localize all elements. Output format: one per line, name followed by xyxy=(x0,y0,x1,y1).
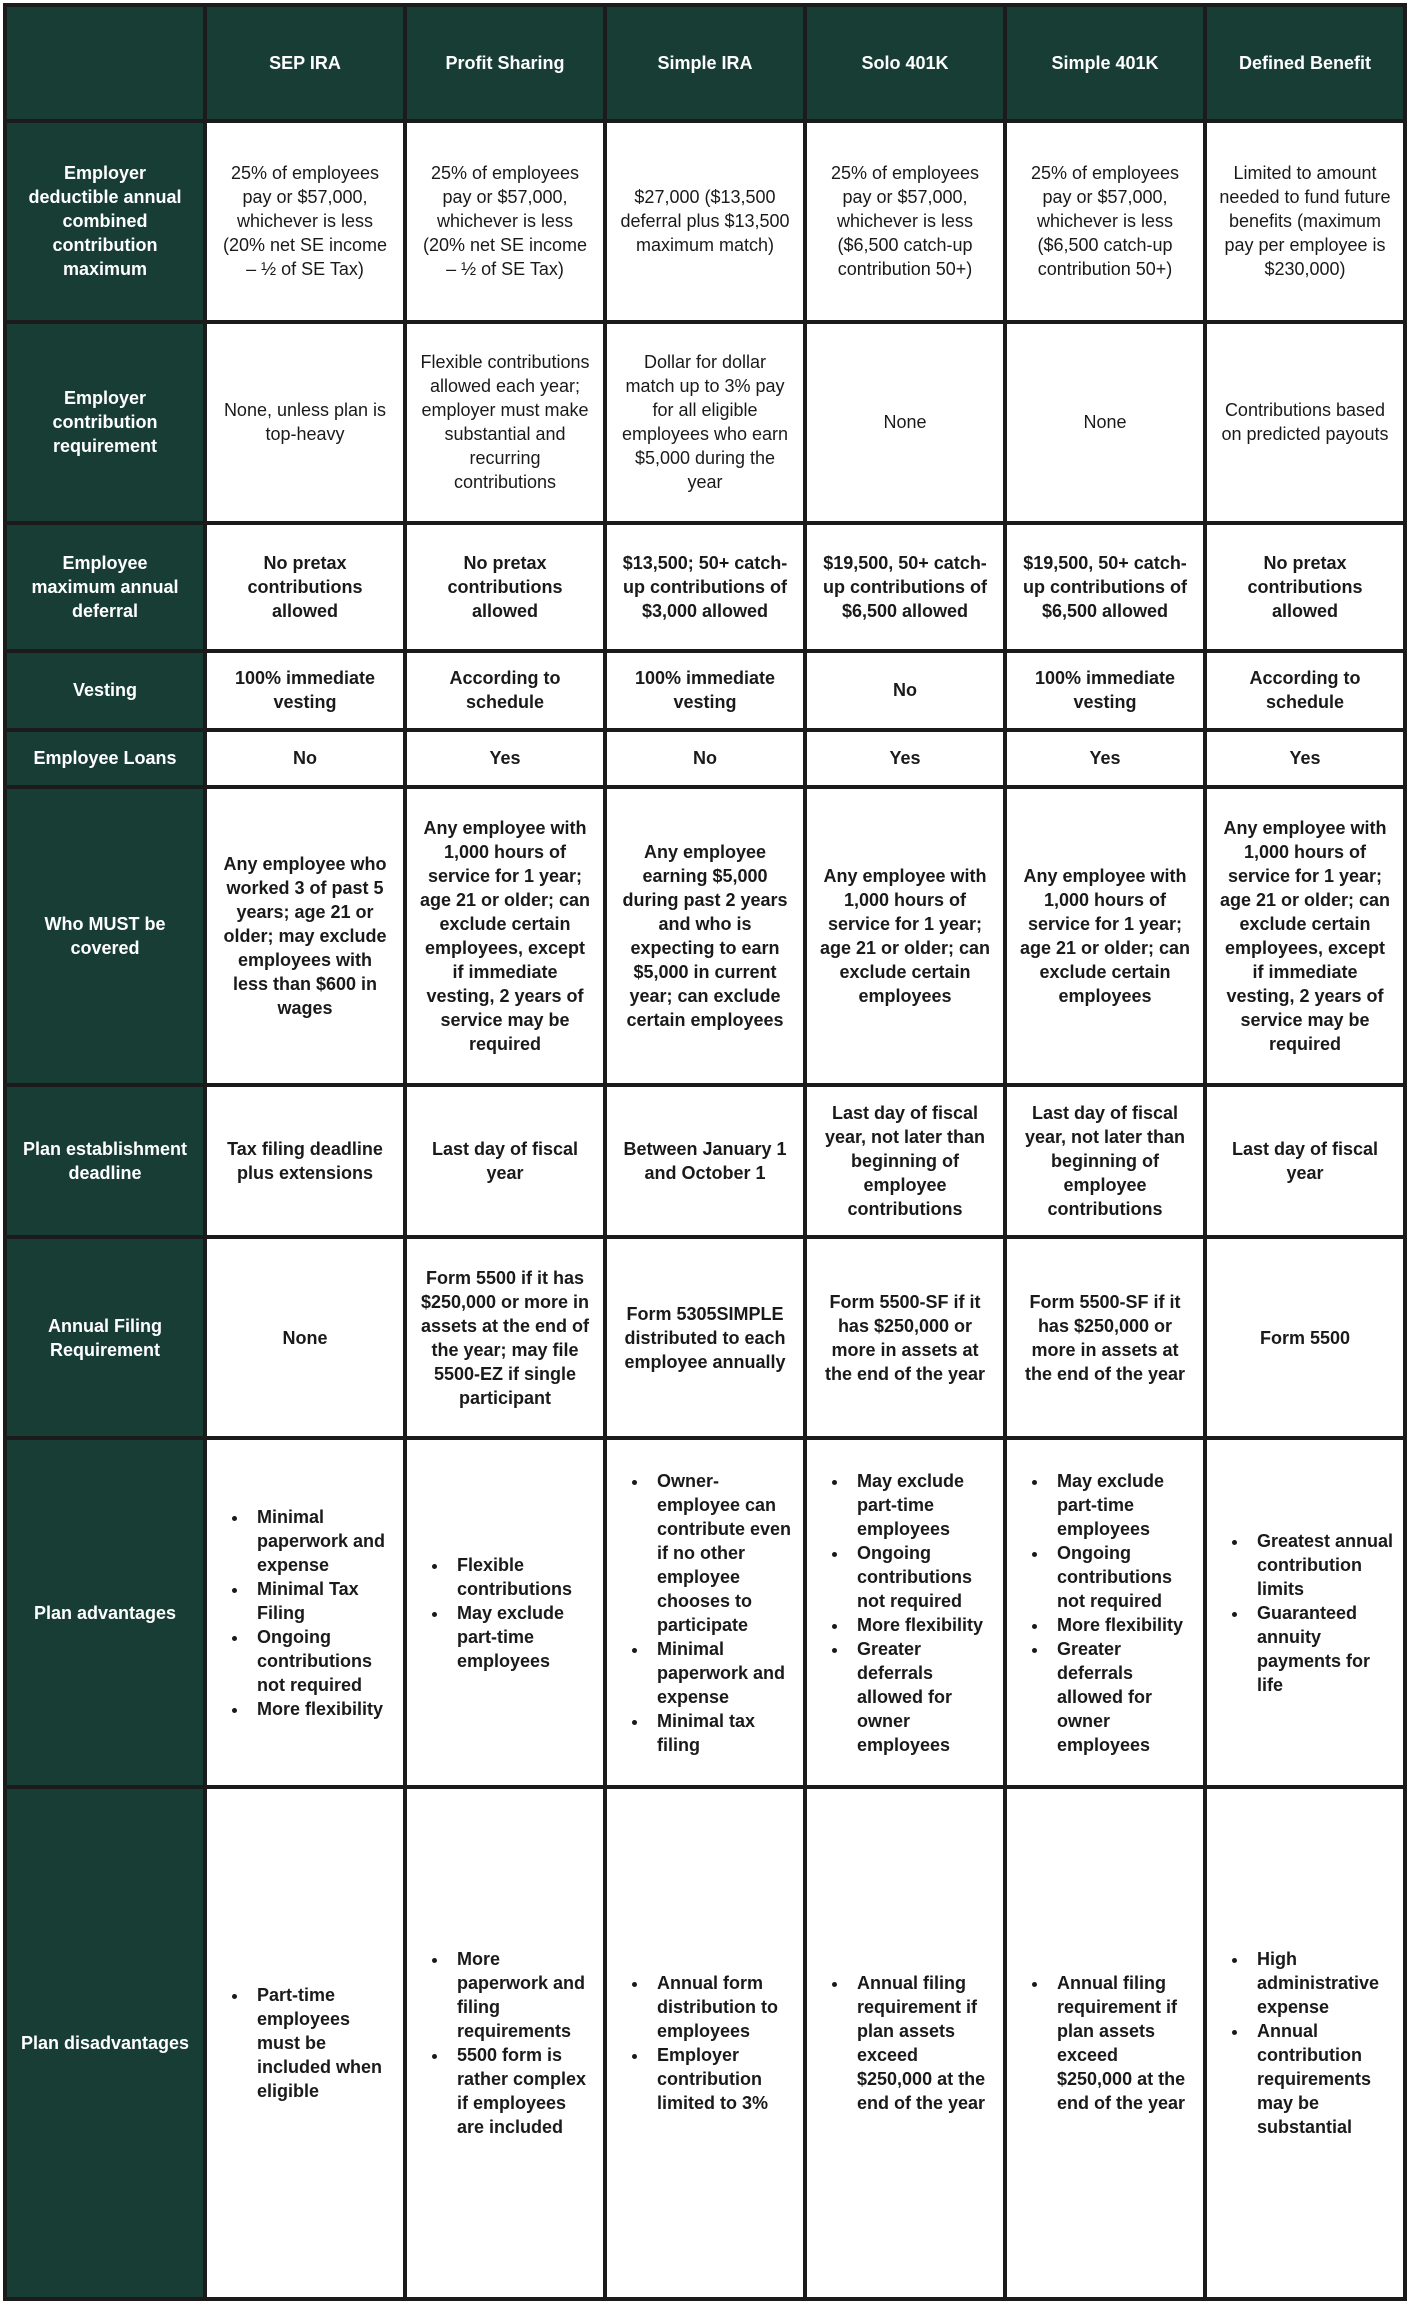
table-row xyxy=(7,1087,1403,1235)
bullet-list-cell xyxy=(407,1440,603,1785)
bullet-list xyxy=(227,1983,395,2103)
table-cell: No xyxy=(607,732,803,785)
table-cell: 25% of employees pay or $57,000, whichever is less ($6,500 catch-up contribution 50+) xyxy=(1007,123,1203,320)
row-header: Plan advantages xyxy=(7,1440,203,1785)
bullet-list xyxy=(1227,1947,1395,2139)
table-cell: 25% of employees pay or $57,000, whichever is less ($6,500 catch-up contribution 50+) xyxy=(807,123,1003,320)
bullet-list xyxy=(1027,1971,1195,2115)
list-item: • Minimal Tax Filing xyxy=(249,1577,395,1625)
list-item: • Part-time employees must be included when eligible xyxy=(249,1983,395,2103)
list-item: • More flexibility xyxy=(849,1613,995,1637)
table-cell: No xyxy=(207,732,403,785)
list-item: • Flexible contributions xyxy=(449,1553,595,1601)
table-cell: Form 5500-SF if it has $250,000 or more in assets at the end of the year xyxy=(807,1239,1003,1436)
column-header: Profit Sharing xyxy=(407,7,603,119)
table-cell: Form 5305SIMPLE distributed to each employee annually xyxy=(607,1239,803,1436)
bullet-list-cell xyxy=(207,1789,403,2297)
table-cell: 100% immediate vesting xyxy=(607,653,803,728)
list-item: • Minimal paperwork and expense xyxy=(649,1637,795,1709)
table-cell: 100% immediate vesting xyxy=(1007,653,1203,728)
bullet-list xyxy=(227,1505,395,1721)
bullet-list xyxy=(627,1469,795,1757)
header-row xyxy=(7,7,1403,119)
table-cell: Flexible contributions allowed each year; employer must make substantial and recurring contributions xyxy=(407,324,603,521)
table-cell: 25% of employees pay or $57,000, whichever is less (20% net SE income – ½ of SE Tax) xyxy=(207,123,403,320)
list-item: • May exclude part-time employees xyxy=(449,1601,595,1673)
bullet-list xyxy=(827,1469,995,1757)
table-cell: No xyxy=(807,653,1003,728)
table-cell: Last day of fiscal year, not later than beginning of employee contributions xyxy=(807,1087,1003,1235)
row-header: Employer deductible annual combined contribution maximum xyxy=(7,123,203,320)
table-row xyxy=(7,653,1403,728)
table-cell: $13,500; 50+ catch-up contributions of $3,000 allowed xyxy=(607,525,803,649)
table-cell: None, unless plan is top-heavy xyxy=(207,324,403,521)
list-item: • Owner-employee can contribute even if no other employee chooses to participate xyxy=(649,1469,795,1637)
list-item: • More flexibility xyxy=(1049,1613,1195,1637)
table-cell: Dollar for dollar match up to 3% pay for all eligible employees who earn $5,000 during the year xyxy=(607,324,803,521)
row-header: Plan disadvantages xyxy=(7,1789,203,2297)
table-cell: Any employee with 1,000 hours of service for 1 year; age 21 or older; can exclude certain employees xyxy=(807,789,1003,1083)
table-cell: Contributions based on predicted payouts xyxy=(1207,324,1403,521)
row-header: Employee maximum annual deferral xyxy=(7,525,203,649)
list-item: • 5500 form is rather complex if employees are included xyxy=(449,2043,595,2139)
table-cell: Between January 1 and October 1 xyxy=(607,1087,803,1235)
table-cell: No pretax contributions allowed xyxy=(207,525,403,649)
table-cell: According to schedule xyxy=(407,653,603,728)
row-header: Who MUST be covered xyxy=(7,789,203,1083)
table-cell: No pretax contributions allowed xyxy=(407,525,603,649)
bullet-list-cell xyxy=(807,1440,1003,1785)
table-cell: Last day of fiscal year, not later than beginning of employee contributions xyxy=(1007,1087,1203,1235)
list-item: • Guaranteed annuity payments for life xyxy=(1249,1601,1395,1697)
table-cell: Any employee earning $5,000 during past 2 years and who is expecting to earn $5,000 in current year; can exclude certain employees xyxy=(607,789,803,1083)
bullet-list-cell xyxy=(1207,1789,1403,2297)
table-cell: No pretax contributions allowed xyxy=(1207,525,1403,649)
table-cell: Yes xyxy=(1007,732,1203,785)
table-cell: Any employee with 1,000 hours of service for 1 year; age 21 or older; can exclude certain employees, except if immediate vesting, 2 years of service may be required xyxy=(1207,789,1403,1083)
list-item: • Ongoing contributions not required xyxy=(249,1625,395,1697)
bullet-list-cell xyxy=(407,1789,603,2297)
column-header: Simple 401K xyxy=(1007,7,1203,119)
table-cell: Limited to amount needed to fund future benefits (maximum pay per employee is $230,000) xyxy=(1207,123,1403,320)
table-cell: Form 5500 xyxy=(1207,1239,1403,1436)
table-cell: Any employee with 1,000 hours of service for 1 year; age 21 or older; can exclude certain employees xyxy=(1007,789,1203,1083)
list-item: • Greater deferrals allowed for owner employees xyxy=(1049,1637,1195,1757)
list-item: • Annual filing requirement if plan assets exceed $250,000 at the end of the year xyxy=(1049,1971,1195,2115)
table-cell: Any employee with 1,000 hours of service for 1 year; age 21 or older; can exclude certain employees, except if immediate vesting, 2 years of service may be required xyxy=(407,789,603,1083)
list-item: • Greater deferrals allowed for owner employees xyxy=(849,1637,995,1757)
bullet-list xyxy=(1027,1469,1195,1757)
list-item: • Annual form distribution to employees xyxy=(649,1971,795,2043)
table-cell: According to schedule xyxy=(1207,653,1403,728)
list-item: • May exclude part-time employees xyxy=(1049,1469,1195,1541)
table-cell: $19,500, 50+ catch-up contributions of $6,500 allowed xyxy=(807,525,1003,649)
table-cell: Form 5500-SF if it has $250,000 or more in assets at the end of the year xyxy=(1007,1239,1203,1436)
table-row xyxy=(7,732,1403,785)
list-item: • Minimal tax filing xyxy=(649,1709,795,1757)
bullet-list-cell xyxy=(1007,1440,1203,1785)
row-header: Annual Filing Requirement xyxy=(7,1239,203,1436)
list-item: • Greatest annual contribution limits xyxy=(1249,1529,1395,1601)
bullet-list-cell xyxy=(807,1789,1003,2297)
bullet-list-cell xyxy=(607,1789,803,2297)
row-header: Employee Loans xyxy=(7,732,203,785)
bullet-list-cell xyxy=(1007,1789,1203,2297)
column-header: Defined Benefit xyxy=(1207,7,1403,119)
column-header: Solo 401K xyxy=(807,7,1003,119)
list-item: • Ongoing contributions not required xyxy=(1049,1541,1195,1613)
bullet-list xyxy=(627,1971,795,2115)
table-cell: $27,000 ($13,500 deferral plus $13,500 maximum match) xyxy=(607,123,803,320)
list-item: • High administrative expense xyxy=(1249,1947,1395,2019)
table-row xyxy=(7,789,1403,1083)
list-item: • Ongoing contributions not required xyxy=(849,1541,995,1613)
table-row xyxy=(7,1789,1403,2297)
table-cell: None xyxy=(207,1239,403,1436)
table-cell: $19,500, 50+ catch-up contributions of $6,500 allowed xyxy=(1007,525,1203,649)
table-row xyxy=(7,525,1403,649)
list-item: • Minimal paperwork and expense xyxy=(249,1505,395,1577)
row-header: Vesting xyxy=(7,653,203,728)
table-cell: None xyxy=(1007,324,1203,521)
list-item: • Annual filing requirement if plan assets exceed $250,000 at the end of the year xyxy=(849,1971,995,2115)
bullet-list xyxy=(427,1947,595,2139)
list-item: • Annual contribution requirements may be substantial xyxy=(1249,2019,1395,2139)
table-cell: Last day of fiscal year xyxy=(407,1087,603,1235)
table-row xyxy=(7,324,1403,521)
table-row xyxy=(7,123,1403,320)
table-cell: Any employee who worked 3 of past 5 years; age 21 or older; may exclude employees with less than $600 in wages xyxy=(207,789,403,1083)
bullet-list xyxy=(427,1553,595,1673)
retirement-plan-comparison-table xyxy=(3,3,1407,2301)
bullet-list-cell xyxy=(607,1440,803,1785)
table-cell: Yes xyxy=(807,732,1003,785)
bullet-list xyxy=(827,1971,995,2115)
table-row xyxy=(7,1440,1403,1785)
bullet-list xyxy=(1227,1529,1395,1697)
table-cell: 100% immediate vesting xyxy=(207,653,403,728)
bullet-list-cell xyxy=(1207,1440,1403,1785)
list-item: • More paperwork and filing requirements xyxy=(449,1947,595,2043)
bullet-list-cell xyxy=(207,1440,403,1785)
table-cell: None xyxy=(807,324,1003,521)
table-cell: Last day of fiscal year xyxy=(1207,1087,1403,1235)
table-row xyxy=(7,1239,1403,1436)
list-item: • More flexibility xyxy=(249,1697,395,1721)
header-corner-cell xyxy=(7,7,203,119)
row-header: Employer contribution requirement xyxy=(7,324,203,521)
list-item: • Employer contribution limited to 3% xyxy=(649,2043,795,2115)
table-cell: Yes xyxy=(1207,732,1403,785)
table-cell: Form 5500 if it has $250,000 or more in assets at the end of the year; may file 5500-EZ if single participant xyxy=(407,1239,603,1436)
list-item: • May exclude part-time employees xyxy=(849,1469,995,1541)
table-cell: 25% of employees pay or $57,000, whichever is less (20% net SE income – ½ of SE Tax) xyxy=(407,123,603,320)
table-cell: Yes xyxy=(407,732,603,785)
column-header: SEP IRA xyxy=(207,7,403,119)
table-cell: Tax filing deadline plus extensions xyxy=(207,1087,403,1235)
row-header: Plan establishment deadline xyxy=(7,1087,203,1235)
column-header: Simple IRA xyxy=(607,7,803,119)
